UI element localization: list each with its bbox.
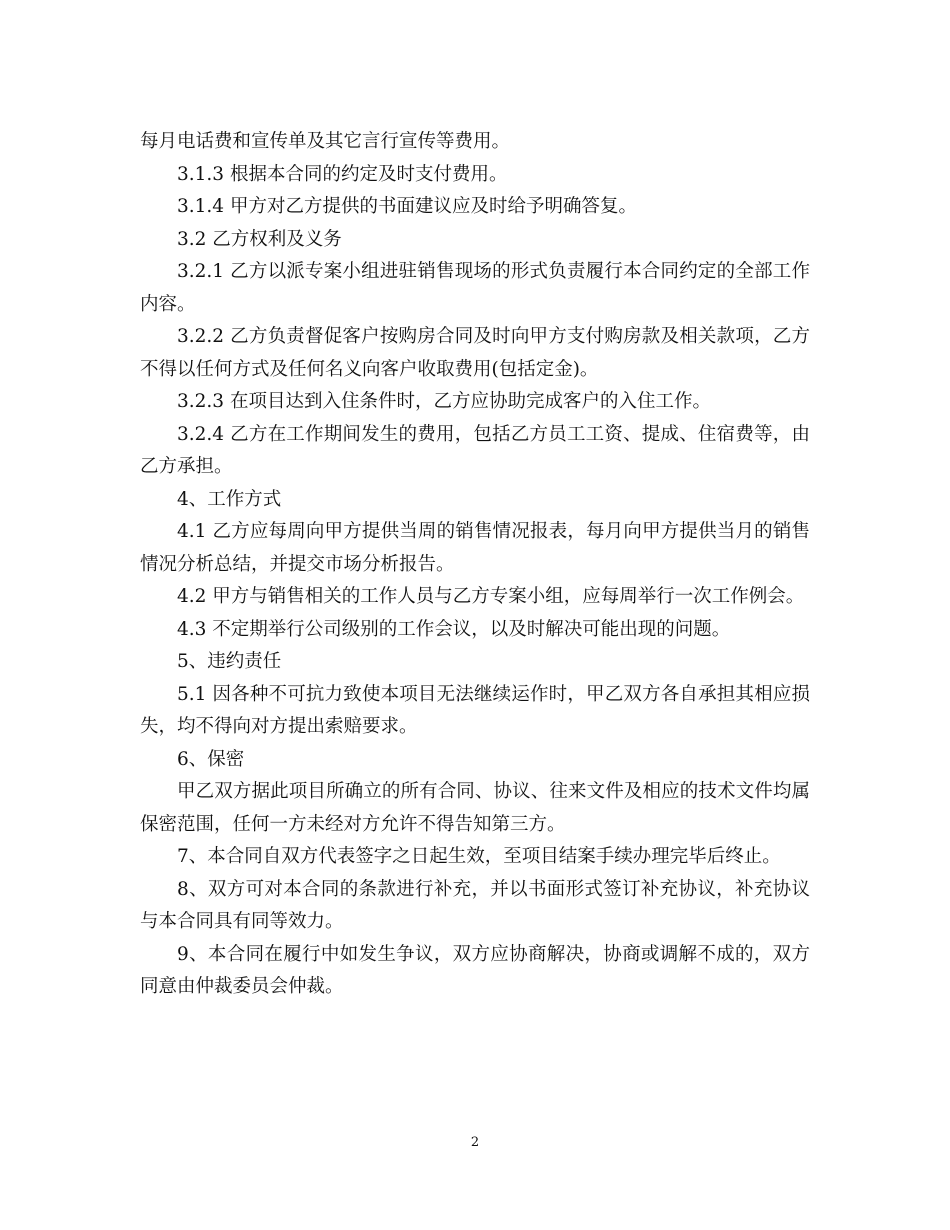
paragraph-continuation: 每月电话费和宣传单及其它言行宣传等费用。: [140, 131, 511, 152]
section-heading-6: 6、保密: [177, 748, 245, 770]
document-body: [140, 126, 810, 1004]
section-heading-3-2: 3.2 乙方权利及义务: [177, 228, 342, 250]
section-heading-5: 5、违约责任: [177, 651, 282, 672]
clause-8: 8、双方可对本合同的条款进行补充，并以书面形式签订补充协议，补充协议与本合同具有同等效力。: [140, 878, 810, 932]
clause-3-2-2: 3.2.2 乙方负责督促客户按购房合同及时向甲方支付购房款及相关款项，乙方不得以任何方式及任何名义向客户收取费用(包括定金)。: [140, 326, 810, 380]
clause-3-2-1: 3.2.1 乙方以派专案小组进驻销售现场的形式负责履行本合同约定的全部工作内容。: [140, 261, 810, 315]
clause-4-3: 4.3 不定期举行公司级别的工作会议，以及时解决可能出现的问题。: [177, 618, 731, 640]
confidentiality-paragraph: 甲乙双方据此项目所确立的所有合同、协议、往来文件及相应的技术文件均属保密范围，任何一方未经对方允许不得告知第三方。: [140, 781, 810, 835]
clause-3-1-4: 3.1.4 甲方对乙方提供的书面建议应及时给予明确答复。: [177, 196, 637, 217]
clause-3-2-4: 3.2.4 乙方在工作期间发生的费用，包括乙方员工工资、提成、住宿费等，由乙方承担。: [140, 423, 810, 477]
clause-9: 9、本合同在履行中如发生争议，双方应协商解决，协商或调解不成的，双方同意由仲裁委员会仲裁。: [140, 943, 810, 997]
page-number: 2: [470, 1135, 480, 1150]
clause-5-1: 5.1 因各种不可抗力致使本项目无法继续运作时，甲乙双方各自承担其相应损失，均不得向对方提出索赔要求。: [140, 683, 810, 737]
clause-3-1-3: 3.1.3 根据本合同的约定及时支付费用。: [177, 163, 508, 185]
clause-4-2: 4.2 甲方与销售相关的工作人员与乙方专案小组，应每周举行一次工作例会。: [177, 586, 805, 607]
clause-7: 7、本合同自双方代表签字之日起生效，至项目结案手续办理完毕后终止。: [177, 846, 781, 867]
clause-3-2-3: 3.2.3 在项目达到入住条件时，乙方应协助完成客户的入住工作。: [177, 391, 711, 412]
clause-4-1: 4.1 乙方应每周向甲方提供当周的销售情况报表，每月向甲方提供当月的销售情况分析总结，并提交市场分析报告。: [140, 521, 810, 575]
section-heading-4: 4、工作方式: [177, 488, 282, 510]
